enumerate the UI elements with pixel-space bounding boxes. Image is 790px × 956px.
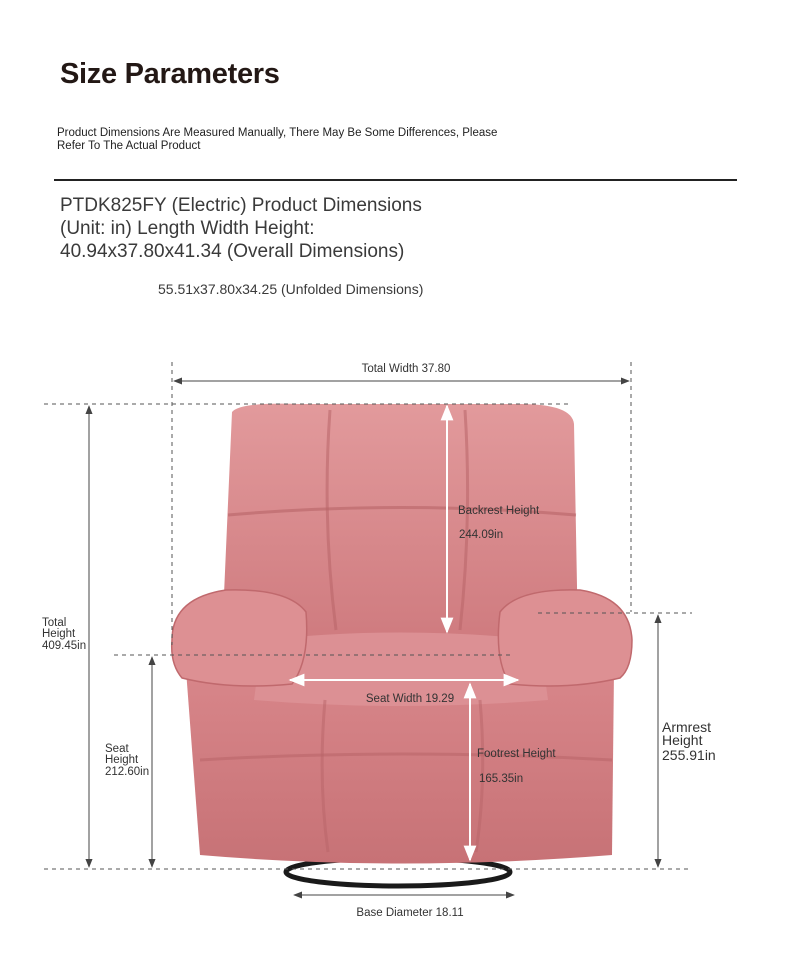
base-diameter-label: Base Diameter 18.11: [356, 907, 464, 919]
seat-height-label-2: Height: [105, 754, 139, 766]
seat-height-value: 212.60in: [105, 766, 150, 778]
note-line-1: Product Dimensions Are Measured Manually, There May Be Some Differences, Please: [57, 127, 498, 139]
armrest-height-label-2: Height: [662, 732, 703, 748]
total-height-label-2: Height: [42, 628, 76, 640]
spec-line-1: PTDK825FY (Electric) Product Dimensions: [60, 195, 422, 216]
total-height-label-1: Total: [42, 617, 67, 629]
note-line-2: Refer To The Actual Product: [57, 140, 201, 152]
backrest-height-label: Backrest Height: [458, 505, 540, 517]
spec-line-3: 40.94x37.80x41.34 (Overall Dimensions): [60, 241, 405, 262]
seat-height-label-1: Seat: [105, 743, 129, 755]
footrest-height-value: 165.35in: [479, 773, 524, 785]
total-height-value: 409.45in: [42, 640, 87, 652]
seat-width-label: Seat Width 19.29: [365, 693, 455, 705]
page-title: Size Parameters: [60, 58, 280, 90]
armrest-height-label-1: Armrest: [662, 719, 711, 735]
recliner-chair-illustration: [172, 404, 632, 886]
spec-line-2: (Unit: in) Length Width Height:: [60, 218, 315, 239]
armrest-height-value: 255.91in: [662, 747, 716, 763]
left-armrest: [172, 590, 307, 686]
right-armrest: [498, 590, 632, 686]
unfolded-dimensions: 55.51x37.80x34.25 (Unfolded Dimensions): [158, 281, 424, 297]
total-width-label: Total Width 37.80: [361, 363, 451, 375]
footrest-height-label: Footrest Height: [477, 748, 556, 760]
backrest-height-value: 244.09in: [459, 529, 504, 541]
